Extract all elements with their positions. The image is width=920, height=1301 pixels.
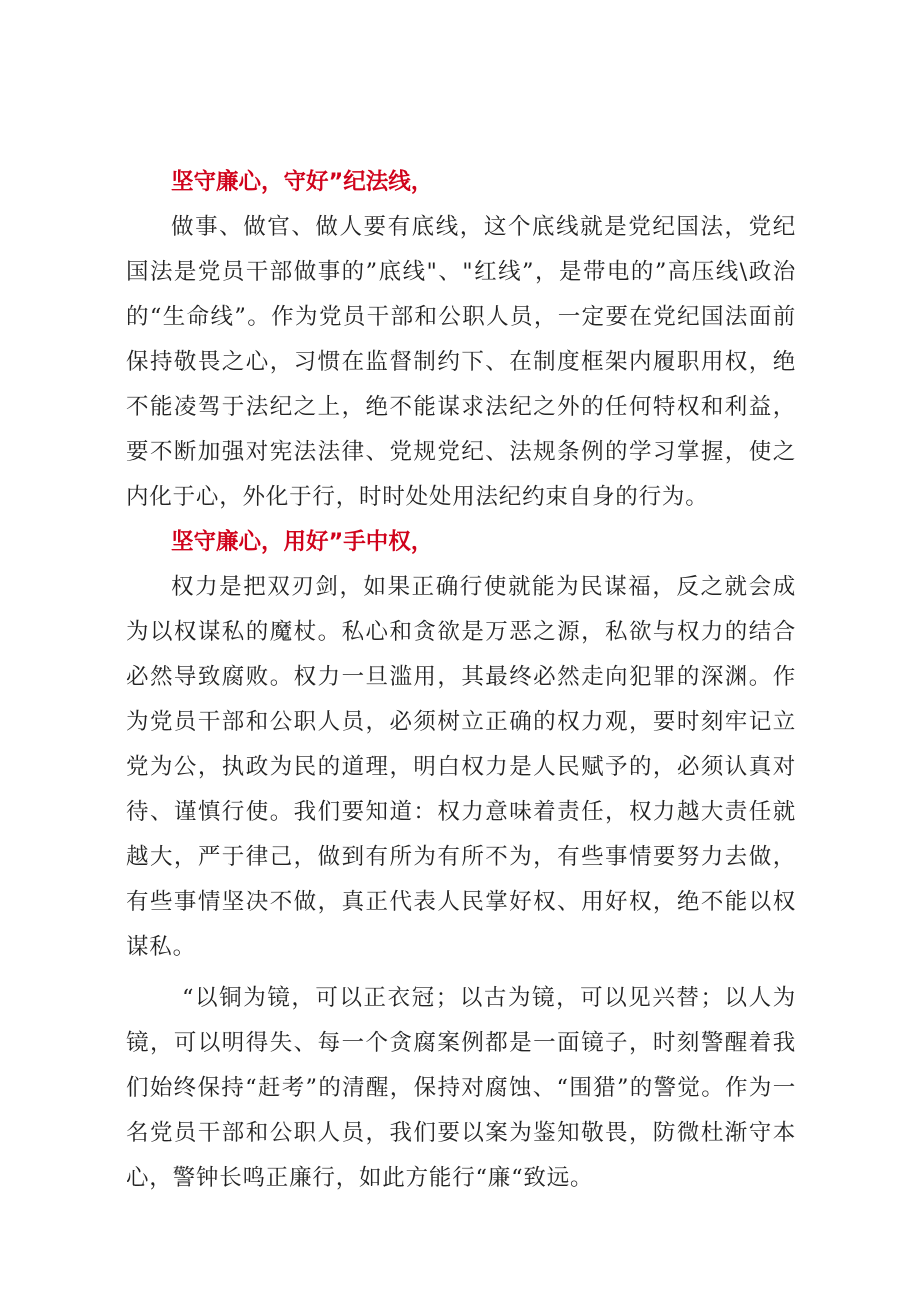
closing-paragraph: “以铜为镜，可以正衣冠；以古为镜，可以见兴替；以人为镜，可以明得失、每一个贪腐案例都是一面镜子，时刻警醒着我们始终保持“赶考”的清醒，保持对腐蚀、“围猎”的警觉。作为一名党员干部和公职人员，我们要以案为鉴知敬畏，防微杜渐守本心，警钟长鸣正廉行，如此方能行“廉“致远。	[126, 985, 796, 1191]
section-paragraph-discipline: 做事、做官、做人要有底线，这个底线就是党纪国法，党纪国法是党员干部做事的”底线"、"红线”，是带电的”高压线\政治的“生命线”。作为党员干部和公职人员，一定要在党纪国法面前保持敬畏之心，习惯在监督制约下、在制度框架内履职用权，绝不能凌驾于法纪之上，绝不能谋求法纪之外的任何特权和利益，要不断加强对宪法法律、党规党纪、法规条例的学习掌握，使之内化于心，外化于行，时时处处用法纪约束自身的行为。	[126, 214, 796, 510]
section-heading-power: 坚守廉心，用好”手中权，	[171, 529, 434, 555]
section-heading-discipline: 坚守廉心，守好”纪法线，	[171, 169, 434, 195]
document-body	[126, 160, 796, 1201]
section-paragraph-power: 权力是把双刃剑，如果正确行使就能为民谋福，反之就会成为以权谋私的魔杖。私心和贪欲是万恶之源，私欲与权力的结合必然导致腐败。权力一旦滥用，其最终必然走向犯罪的深渊。作为党员干部和公职人员，必须树立正确的权力观，要时刻牢记立党为公，执政为民的道理，明白权力是人民赋予的，必须认真对待、谨慎行使。我们要知道：权力意味着责任，权力越大责任就越大，严于律己，做到有所为有所不为，有些事情要努力去做，有些事情坚决不做，真正代表人民掌好权、用好权，绝不能以权谋私。	[126, 574, 796, 960]
